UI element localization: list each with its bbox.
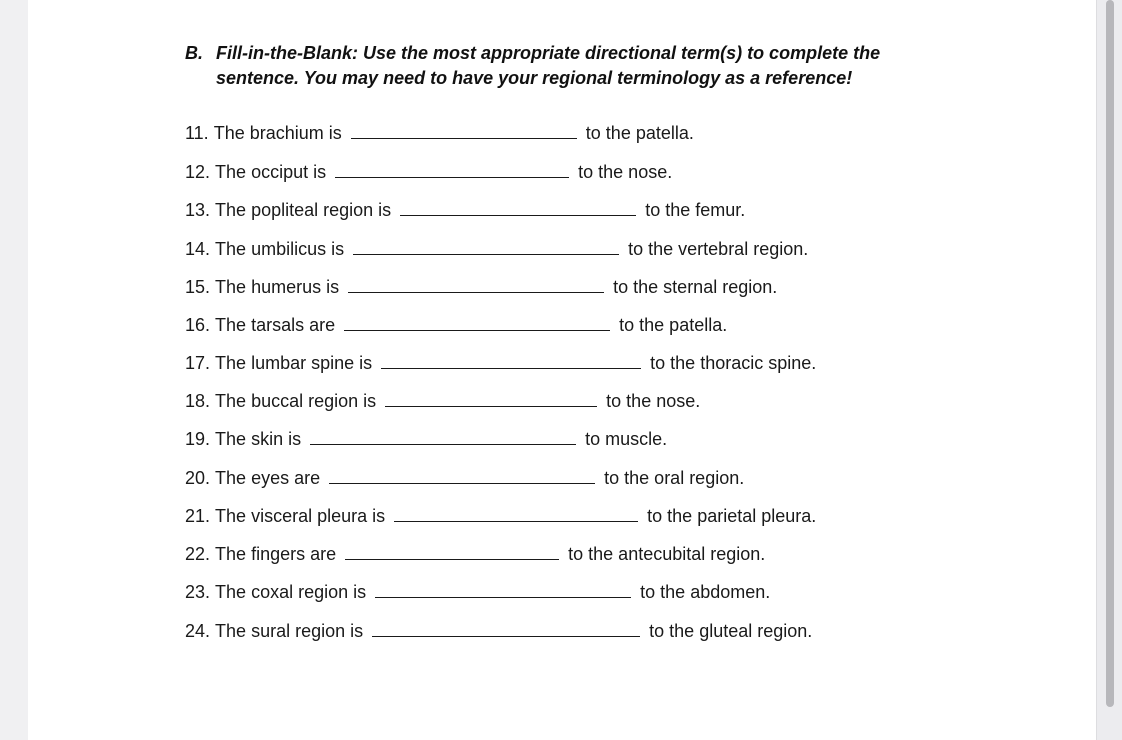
question-24	[185, 619, 812, 643]
question-prefix: The buccal region is	[215, 391, 377, 411]
question-suffix: to the patella.	[585, 123, 694, 143]
question-prefix: The lumbar spine is	[215, 353, 373, 373]
question-number: 19.	[185, 429, 211, 449]
question-number: 13.	[185, 200, 211, 220]
question-18	[185, 389, 700, 413]
question-suffix: to the oral region.	[604, 468, 745, 488]
question-suffix: to the antecubital region.	[568, 544, 766, 564]
question-number: 22.	[185, 544, 211, 564]
question-suffix: to the patella.	[619, 315, 728, 335]
question-suffix: to the vertebral region.	[628, 239, 809, 259]
question-14	[185, 237, 808, 261]
question-prefix: The visceral pleura is	[215, 506, 386, 526]
question-number: 15.	[185, 277, 211, 297]
question-prefix: The umbilicus is	[215, 239, 345, 259]
question-21	[185, 504, 816, 528]
question-number: 11.	[185, 123, 209, 143]
answer-blank[interactable]	[310, 427, 576, 445]
question-number: 17.	[185, 353, 211, 373]
question-prefix: The brachium is	[213, 123, 342, 143]
answer-blank[interactable]	[381, 351, 641, 369]
question-prefix: The tarsals are	[215, 315, 336, 335]
question-20	[185, 466, 744, 490]
answer-blank[interactable]	[348, 275, 604, 293]
question-12	[185, 160, 672, 184]
question-prefix: The skin is	[215, 429, 302, 449]
question-16	[185, 313, 727, 337]
question-prefix: The humerus is	[215, 277, 340, 297]
question-number: 18.	[185, 391, 211, 411]
question-23	[185, 580, 770, 604]
question-suffix: to the nose.	[578, 162, 673, 182]
question-13	[185, 198, 745, 222]
answer-blank[interactable]	[353, 237, 619, 255]
answer-blank[interactable]	[335, 160, 569, 178]
section-instructions: Fill-in-the-Blank: Use the most appropriate directional term(s) to complete the sentence. You may need to have your regional terminology as a reference!	[216, 43, 881, 88]
question-suffix: to the femur.	[645, 200, 746, 220]
question-suffix: to the sternal region.	[613, 277, 778, 297]
question-prefix: The fingers are	[215, 544, 337, 564]
question-number: 12.	[185, 162, 211, 182]
question-suffix: to the abdomen.	[640, 582, 771, 602]
question-suffix: to muscle.	[585, 429, 668, 449]
question-suffix: to the thoracic spine.	[650, 353, 817, 373]
section-heading	[185, 41, 945, 91]
question-number: 16.	[185, 315, 211, 335]
answer-blank[interactable]	[351, 121, 577, 139]
question-prefix: The popliteal region is	[215, 200, 392, 220]
answer-blank[interactable]	[372, 619, 640, 637]
answer-blank[interactable]	[345, 542, 559, 560]
question-number: 20.	[185, 468, 211, 488]
question-suffix: to the nose.	[606, 391, 701, 411]
answer-blank[interactable]	[375, 580, 631, 598]
question-suffix: to the gluteal region.	[649, 621, 813, 641]
question-19	[185, 427, 667, 451]
answer-blank[interactable]	[329, 466, 595, 484]
question-number: 21.	[185, 506, 211, 526]
question-17	[185, 351, 816, 375]
question-15	[185, 275, 777, 299]
section-label: B.	[185, 43, 203, 63]
question-prefix: The eyes are	[215, 468, 321, 488]
answer-blank[interactable]	[344, 313, 610, 331]
question-prefix: The coxal region is	[215, 582, 367, 602]
question-22	[185, 542, 765, 566]
question-prefix: The sural region is	[215, 621, 364, 641]
question-number: 14.	[185, 239, 211, 259]
answer-blank[interactable]	[385, 389, 597, 407]
answer-blank[interactable]	[400, 198, 636, 216]
scrollbar-thumb[interactable]	[1106, 0, 1114, 707]
question-11	[185, 121, 694, 145]
question-suffix: to the parietal pleura.	[647, 506, 817, 526]
question-number: 23.	[185, 582, 211, 602]
answer-blank[interactable]	[394, 504, 638, 522]
question-number: 24.	[185, 621, 211, 641]
question-prefix: The occiput is	[215, 162, 327, 182]
